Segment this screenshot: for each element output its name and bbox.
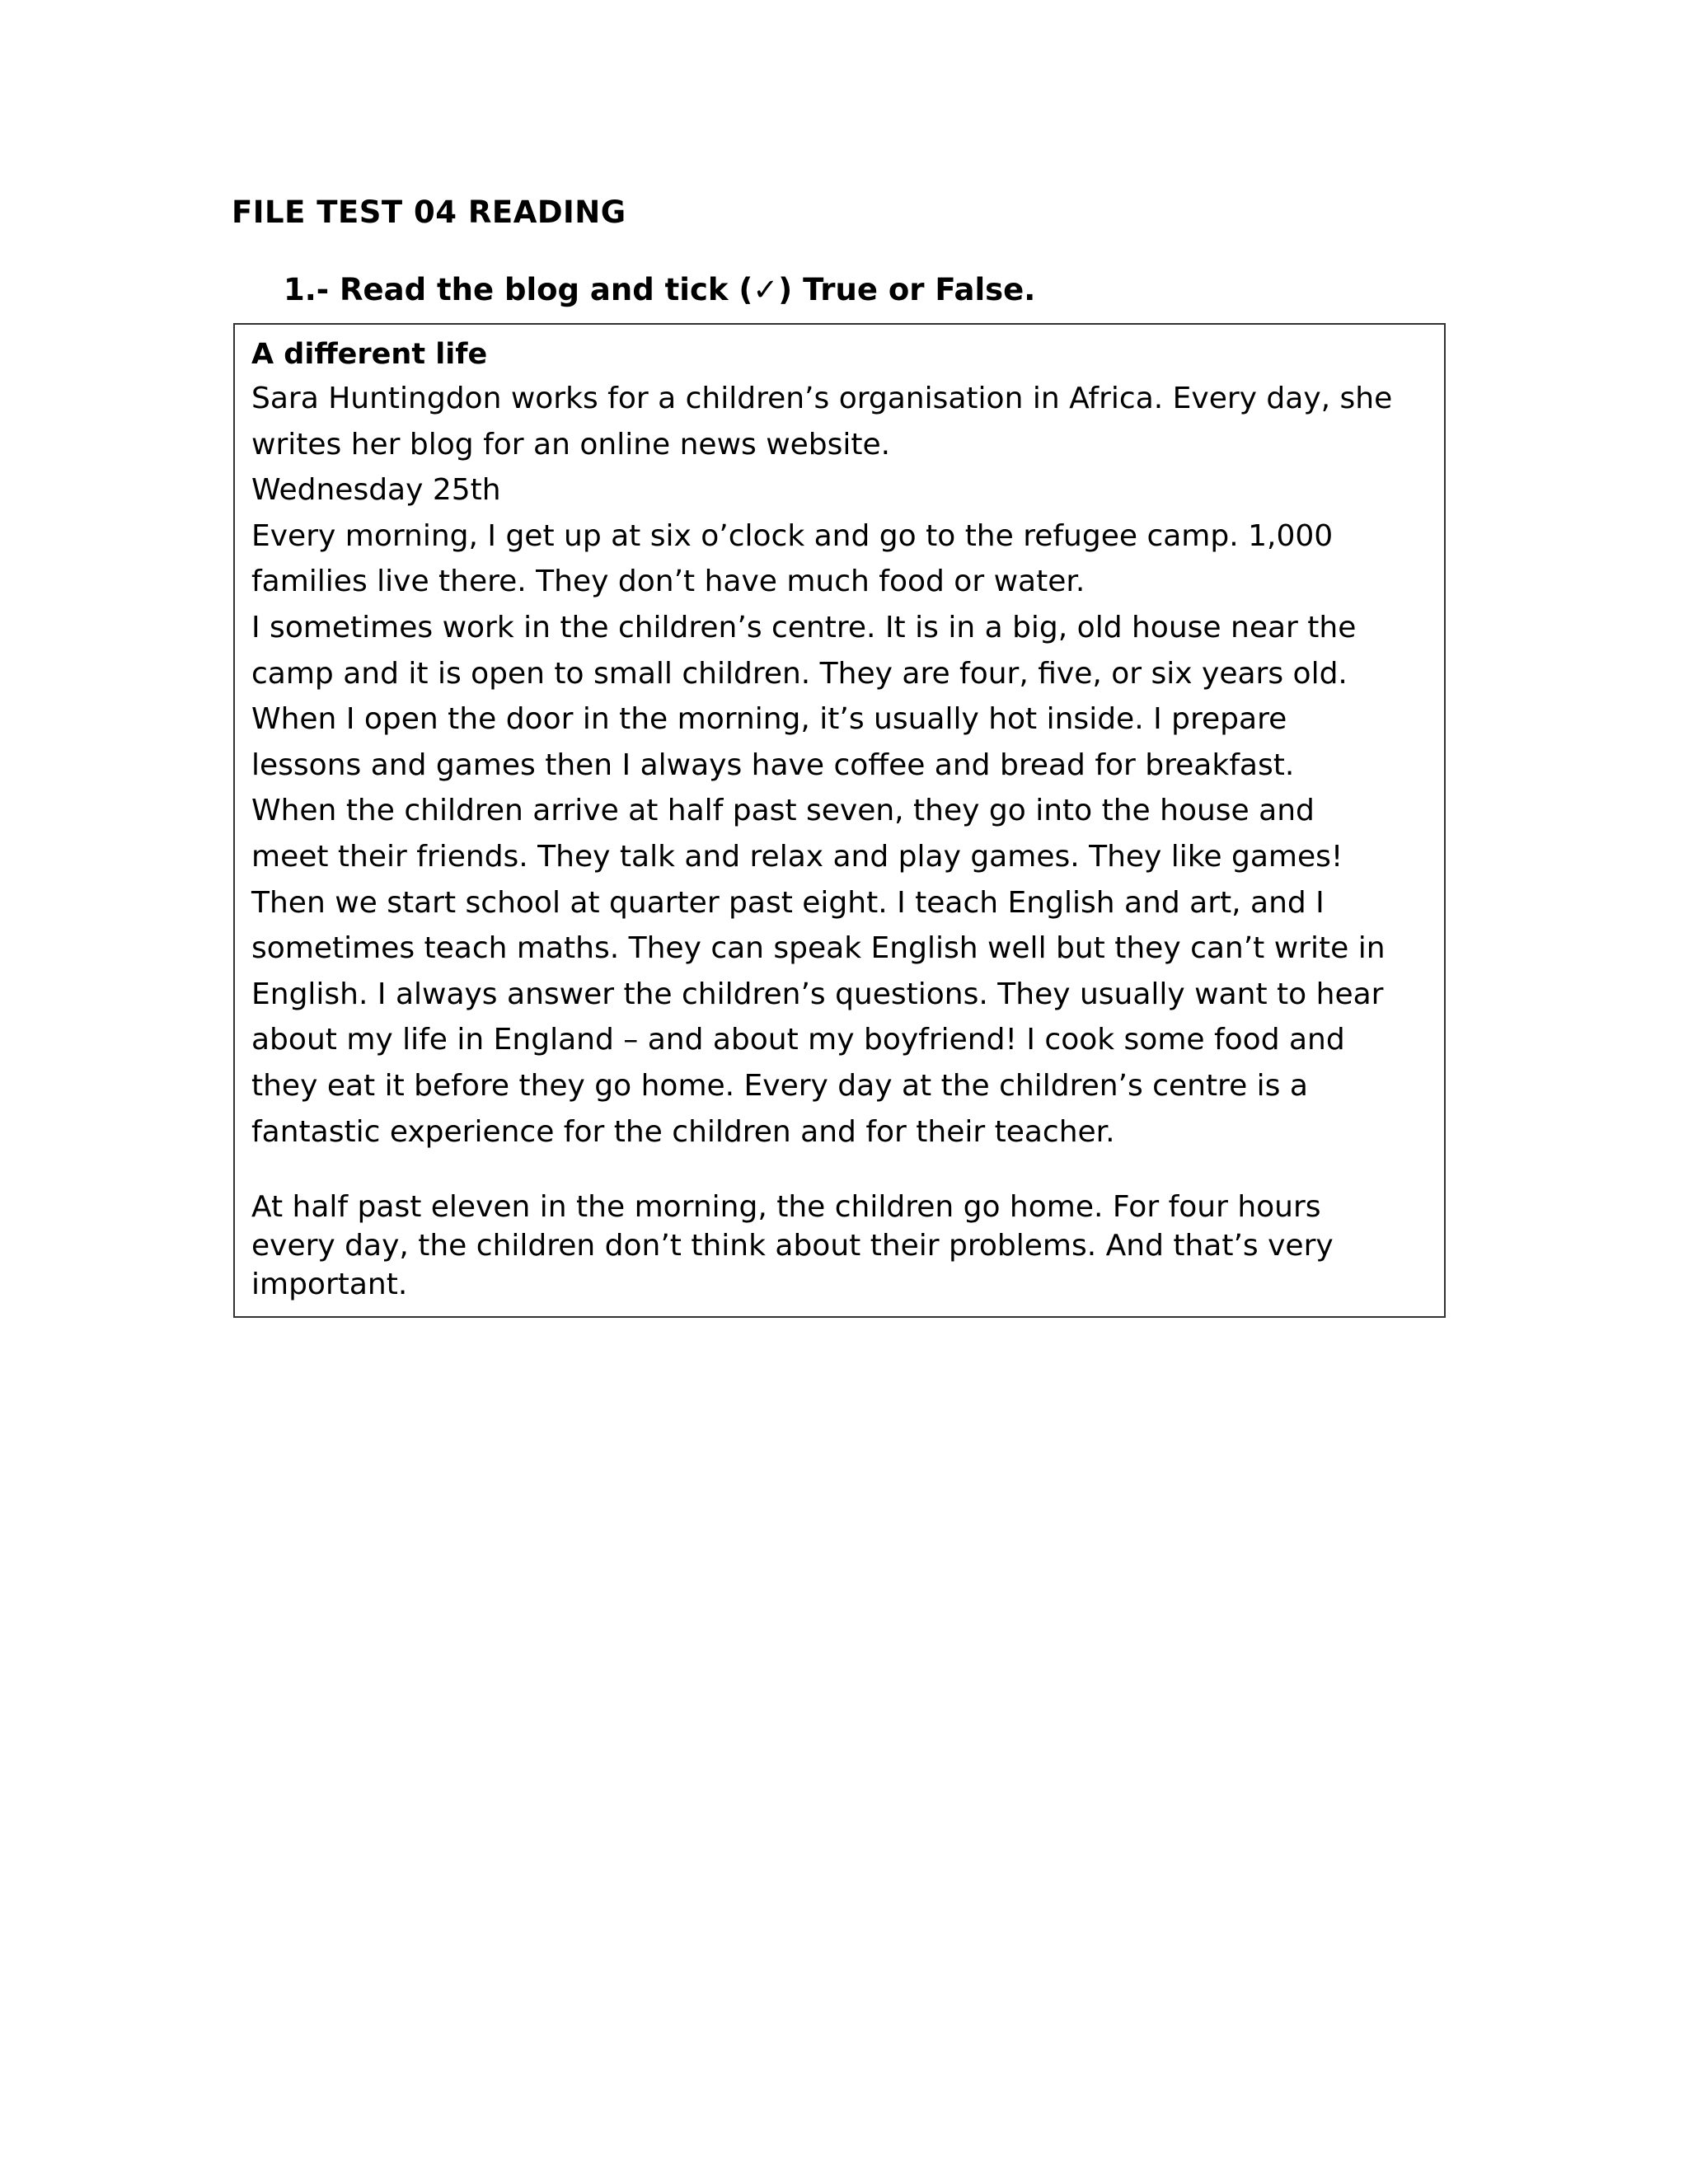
page-title: FILE TEST 04 READING — [232, 194, 626, 230]
body-line: When the children arrive at half past seven, they go into the house and — [251, 794, 1315, 828]
body-line: meet their friends. They talk and relax and play games. They like games! — [251, 839, 1343, 874]
body-line: they eat it before they go home. Every day at the children’s centre is a — [251, 1068, 1308, 1103]
body-line: I sometimes work in the children’s centre. It is in a big, old house near the — [251, 610, 1357, 644]
body-line: When I open the door in the morning, it’s usually hot inside. I prepare — [251, 702, 1287, 737]
body-line: families live there. They don’t have much food or water. — [251, 565, 1085, 599]
body-line: sometimes teach maths. They can speak English well but they can’t write in — [251, 931, 1386, 966]
reading-heading: A different life — [251, 338, 488, 371]
body-line: about my life in England – and about my boyfriend! I cook some food and — [251, 1023, 1345, 1057]
body-line: Every morning, I get up at six o’clock and go to the refugee camp. 1,000 — [251, 518, 1334, 553]
intro-paragraph — [251, 376, 1428, 467]
closing-line: important. — [251, 1268, 408, 1302]
body-line: Then we start school at quarter past eight. I teach English and art, and I — [251, 885, 1325, 920]
body-line: fantastic experience for the children and for their teacher. — [251, 1114, 1115, 1149]
instruction: 1.- Read the blog and tick (✓) True or False. — [284, 272, 1036, 307]
body-line: lessons and games then I always have coffee and bread for breakfast. — [251, 748, 1295, 782]
date-line: Wednesday 25th — [251, 473, 501, 508]
closing-line: every day, the children don’t think about their problems. And that’s very — [251, 1229, 1334, 1263]
intro-line: writes her blog for an online news website. — [251, 427, 891, 462]
reading-box — [233, 323, 1446, 1318]
closing-paragraph — [251, 1188, 1428, 1304]
body-line: English. I always answer the children’s questions. They usually want to hear — [251, 977, 1384, 1011]
closing-line: At half past eleven in the morning, the children go home. For four hours — [251, 1190, 1321, 1225]
body-line: camp and it is open to small children. They are four, five, or six years old. — [251, 656, 1348, 691]
blog-body — [251, 513, 1428, 1155]
intro-line: Sara Huntingdon works for a children’s organisation in Africa. Every day, she — [251, 382, 1393, 415]
blog-date — [251, 467, 1428, 513]
